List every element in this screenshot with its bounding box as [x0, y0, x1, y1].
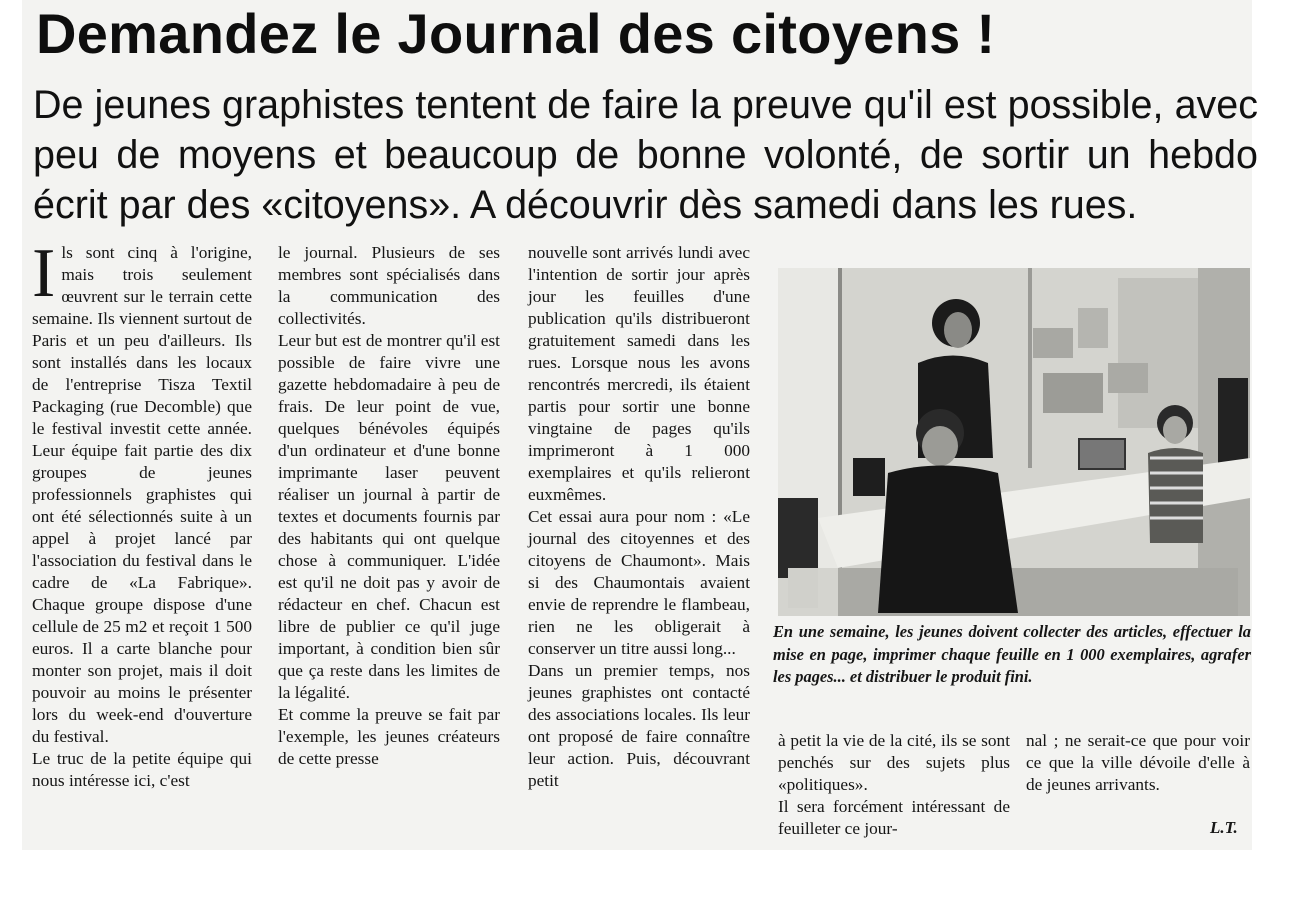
column-1-paragraph-1 — [32, 235, 252, 748]
column-1 — [32, 235, 252, 792]
column-4-paragraph-2: Il sera forcément intéressant de feuilleter ce jour- — [778, 797, 1010, 838]
column-3-paragraph-2: Cet essai aura pour nom : «Le journal des citoyennes et des citoyens de Chaumont». Mais si des Chaumontais avaient envie de reprendre le flambeau, rien ne les obligerait à conserver un titre aussi long... — [528, 507, 750, 658]
headline: Demandez le Journal des citoyens ! — [36, 2, 996, 65]
column-5-paragraph-1: nal ; ne serait-ce que pour voir ce que la ville dévoile d'elle à de jeunes arrivants. — [1026, 731, 1250, 794]
column-1-paragraph-2: Le truc de la petite équipe qui nous intéresse ici, c'est — [32, 749, 252, 790]
photo-caption: En une semaine, les jeunes doivent collecter des articles, effectuer la mise en page, imprimer chaque feuille en 1 000 exemplaires, agrafer les pages... et distribuer le produit fini. — [773, 622, 1251, 686]
photo-illustration — [778, 268, 1250, 616]
column-2-paragraph-1: le journal. Plusieurs de ses membres sont spécialisés dans la communication des collectivités. — [278, 243, 500, 328]
dropcap: I — [32, 235, 56, 312]
column-2-paragraph-2: Leur but est de montrer qu'il est possible de faire vivre une gazette hebdomadaire à peu de frais. De leur point de vue, quelques bénévoles équipés d'un ordinateur et d'une bonne imprimante laser peuvent réaliser un journal à partir de textes et documents fournis par des habitants qui ont quelque chose à communiquer. L'idée est qu'il ne doit pas y avoir de rédacteur en chef. Chacun est libre de publier ce qu'il juge important, à condition bien sûr que ça reste dans les limites de la légalité. — [278, 331, 500, 702]
subhead-line-2: peu de moyens et beaucoup de bonne volonté, de sortir un hebdo — [33, 133, 1258, 177]
column-3 — [528, 242, 750, 792]
column-4 — [778, 730, 1010, 840]
column-5 — [1026, 730, 1250, 796]
subhead-line-3: écrit par des «citoyens». A découvrir dès samedi dans les rues. — [33, 183, 1138, 227]
column-4-paragraph-1: à petit la vie de la cité, ils se sont penchés sur des sujets plus «politiques». — [778, 731, 1010, 794]
author-signature: L.T. — [1210, 818, 1238, 837]
subheadline — [33, 80, 1258, 230]
subhead-line-1: De jeunes graphistes tentent de faire la preuve qu'il est possible, avec — [33, 83, 1258, 127]
column-3-paragraph-1: nouvelle sont arrivés lundi avec l'intention de sortir jour après jour les feuilles d'une publication qu'ils distribueront gratuitement samedi dans les rues. Lorsque nous les avons rencontrés mercredi, ils étaient partis pour sortir une bonne vingtaine de pages qu'ils imprimeront à 1 000 exemplaires et qu'ils relieront euxmêmes. — [528, 243, 750, 504]
photo-newsroom-icon — [778, 268, 1250, 616]
column-2 — [278, 242, 500, 770]
column-2-paragraph-3: Et comme la preuve se fait par l'exemple, les jeunes créateurs de cette presse — [278, 705, 500, 768]
column-1-text: ls sont cinq à l'origine, mais trois seulement œuvrent sur le terrain cette semaine. Ils viennent surtout de Paris et un peu d'ailleurs. Ils sont installés dans les locaux de l'entreprise Tisza Textil Packaging (rue Decomble) que le festival investit cette année. Leur équipe fait partie des dix groupes de jeunes professionnels graphistes qui ont été sélectionnés suite à un appel à projet lancé par l'association du festival dans le cadre de «La Fabrique». Chaque groupe dispose d'une cellule de 25 m2 et reçoit 1 500 euros. Il a carte blanche pour monter son projet, mais il doit pouvoir au moins le présenter lors du week-end d'ouverture du festival. — [32, 243, 252, 746]
column-3-paragraph-3: Dans un premier temps, nos jeunes graphistes ont contacté des associations locales. Ils leur ont proposé de faire connaître leur action. Puis, découvrant petit — [528, 661, 750, 790]
